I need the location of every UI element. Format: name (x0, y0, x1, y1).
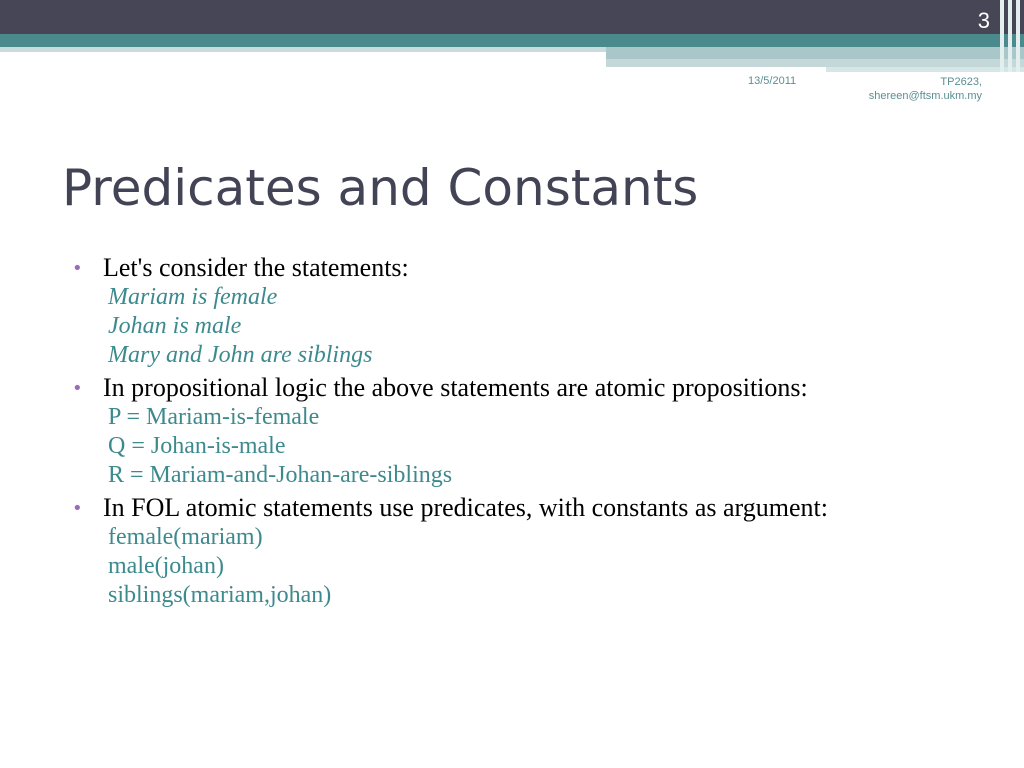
sub-item: P = Mariam-is-female (108, 404, 320, 430)
header-decor-bar (1008, 0, 1012, 72)
slide-date: 13/5/2011 (748, 75, 797, 87)
footer-email: shereen@ftsm.ukm.my (868, 90, 982, 102)
slide-number: 3 (977, 8, 990, 33)
sub-list (108, 281, 980, 374)
slide-content (70, 254, 980, 614)
bullet-text: In propositional logic the above statements are atomic propositions: (103, 373, 808, 402)
slide-footer (869, 75, 982, 103)
bullet-text: Let's consider the statements: (103, 253, 409, 282)
bullet-dot-icon: • (72, 378, 83, 399)
sub-item: Johan is male (108, 313, 242, 339)
sub-item: female(mariam) (108, 524, 263, 550)
sub-list (108, 521, 980, 614)
header-decor-bar (1000, 0, 1004, 72)
sub-item: male(johan) (108, 553, 224, 579)
header-teal-band (0, 34, 1024, 47)
bullet-item (70, 374, 980, 401)
sub-item: Mary and John are siblings (108, 342, 373, 368)
bullet-item (70, 494, 980, 521)
header-step-2 (606, 59, 1024, 67)
header-decor-bar (1016, 0, 1020, 72)
sub-item: R = Mariam-and-Johan-are-siblings (108, 462, 453, 488)
footer-course: TP2623, (940, 76, 982, 88)
header-pale-strip (0, 47, 606, 52)
header-step-3 (826, 67, 1024, 72)
sub-list (108, 401, 980, 494)
bullet-dot-icon: • (72, 258, 83, 279)
header-step-1 (606, 47, 1024, 59)
sub-item: Mariam is female (108, 284, 278, 310)
sub-item: siblings(mariam,johan) (108, 582, 332, 608)
header-dark-band (0, 0, 1024, 34)
bullet-dot-icon: • (72, 498, 83, 519)
sub-item: Q = Johan-is-male (108, 433, 286, 459)
bullet-text: In FOL atomic statements use predicates, with constants as argument: (103, 493, 828, 522)
bullet-item (70, 254, 980, 281)
slide-title: Predicates and Constants (62, 159, 699, 217)
